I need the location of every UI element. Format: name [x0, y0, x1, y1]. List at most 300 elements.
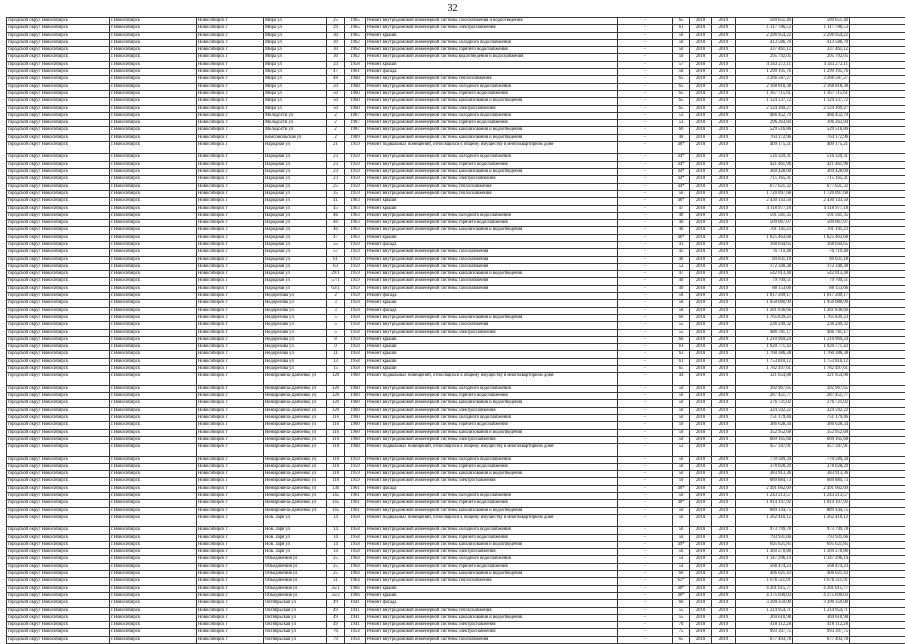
year-start-cell: 2018 — [690, 293, 712, 300]
table-row — [7, 271, 905, 278]
work-type-cell: Ремонт крыши — [366, 358, 618, 365]
table-row — [7, 514, 905, 526]
house-number-cell: 76 — [327, 629, 345, 636]
settlement-cell: г.Новосибирск — [110, 227, 197, 234]
cost-fund-cell: 591 561,35 — [793, 212, 850, 219]
house-number-cell: 35/1 — [327, 585, 345, 592]
table-row — [7, 105, 905, 112]
street-cell: Октябрьская ул — [264, 636, 327, 643]
locality-cell: Новосибирск г — [197, 351, 264, 358]
wear-percent-cell: 55 — [673, 607, 690, 614]
year-start-cell: 2018 — [690, 220, 712, 227]
municipality-cell: городской округ Новосибирск — [7, 249, 110, 256]
empty-cell — [850, 112, 905, 119]
cost-total-cell: 324 592,22 — [736, 407, 793, 414]
cost-total-cell: 4 375 690,03 — [736, 592, 793, 599]
street-cell: Недорезова ул — [264, 307, 327, 314]
dash-cell: - — [618, 183, 673, 190]
table-row — [7, 592, 905, 599]
house-number-cell: 120 — [327, 407, 345, 414]
settlement-cell: г.Новосибирск — [110, 176, 197, 183]
street-cell: Мира ул — [264, 25, 327, 32]
house-number-cell: 145 — [327, 492, 345, 499]
table-row — [7, 212, 905, 219]
settlement-cell: г.Новосибирск — [110, 578, 197, 585]
empty-cell — [850, 205, 905, 212]
house-number-cell: 30 — [327, 54, 345, 61]
wear-percent-cell: 50 — [673, 39, 690, 46]
table-row — [7, 69, 905, 76]
cost-total-cell: 764 172,96 — [736, 134, 793, 141]
year-start-cell: 2018 — [690, 385, 712, 392]
year-end-cell: 2019 — [712, 358, 736, 365]
house-number-cell: 2 — [327, 112, 345, 119]
dash-cell: - — [618, 344, 673, 351]
work-type-cell: Ремонт внутридомовой инженерной системы канализования и водоотведения — [366, 507, 618, 514]
cost-total-cell: 466 452,79 — [736, 112, 793, 119]
house-number-cell: 23 — [327, 161, 345, 168]
year-end-cell: 2019 — [712, 456, 736, 463]
cost-total-cell: 418 112,28 — [736, 622, 793, 629]
wear-percent-cell: 50 — [673, 478, 690, 485]
house-number-cell: 25 — [327, 18, 345, 25]
build-year-cell: 1941 — [345, 600, 366, 607]
work-type-cell: Ремонт внутридомовой инженерной системы электроснабжения — [366, 25, 618, 32]
municipality-cell: городской округ Новосибирск — [7, 585, 110, 592]
table-row — [7, 120, 905, 127]
work-type-cell: Ремонт крыши — [366, 351, 618, 358]
work-type-cell: Ремонт фасада — [366, 69, 618, 76]
table-row — [7, 76, 905, 83]
build-year-cell: 1958 — [345, 322, 366, 329]
cost-total-cell: 1 920 771,43 — [736, 344, 793, 351]
house-number-cell: 25 — [327, 563, 345, 570]
municipality-cell: городской округ Новосибирск — [7, 83, 110, 90]
cost-total-cell: 486 781,17 — [736, 329, 793, 336]
street-cell: Народная ул — [264, 161, 327, 168]
work-type-cell: Ремонт внутридомовой инженерной системы холодного водоснабжения — [366, 527, 618, 534]
street-cell: Немировича-Данченко ул — [264, 429, 327, 436]
municipality-cell: городской округ Новосибирск — [7, 366, 110, 373]
year-start-cell: 2018 — [690, 400, 712, 407]
cost-fund-cell: 79 709,51 — [793, 278, 850, 285]
year-end-cell: 2019 — [712, 242, 736, 249]
wear-percent-cell: 46* — [673, 198, 690, 205]
cost-total-cell: 1 753 810,12 — [736, 358, 793, 365]
house-number-cell: 8 — [327, 336, 345, 343]
cost-fund-cell: 1 765 839,23 — [793, 314, 850, 321]
work-type-cell: Ремонт внутридомовой инженерной системы электроснабжения — [366, 436, 618, 443]
settlement-cell: г.Новосибирск — [110, 592, 197, 599]
year-end-cell: 2019 — [712, 463, 736, 470]
locality-cell: Новосибирск г — [197, 385, 264, 392]
street-cell: Народная ул — [264, 220, 327, 227]
locality-cell: Новосибирск г — [197, 422, 264, 429]
year-start-cell: 2018 — [690, 463, 712, 470]
dash-cell: - — [618, 39, 673, 46]
dash-cell: - — [618, 98, 673, 105]
street-cell: Народная ул — [264, 176, 327, 183]
locality-cell: Новосибирск г — [197, 563, 264, 570]
settlement-cell: г.Новосибирск — [110, 366, 197, 373]
table-row — [7, 300, 905, 307]
empty-cell — [850, 271, 905, 278]
cost-fund-cell: 4 375 690,03 — [793, 592, 850, 599]
wear-percent-cell: 50 — [673, 32, 690, 39]
house-number-cell: 118 — [327, 444, 345, 456]
empty-cell — [850, 563, 905, 570]
year-end-cell: 2019 — [712, 307, 736, 314]
year-end-cell: 2019 — [712, 614, 736, 621]
build-year-cell: 1960 — [345, 90, 366, 97]
house-number-cell: 35/2 — [327, 592, 345, 599]
street-cell: Мира ул — [264, 90, 327, 97]
settlement-cell: г.Новосибирск — [110, 54, 197, 61]
empty-cell — [850, 456, 905, 463]
wear-percent-cell: 61 — [673, 344, 690, 351]
house-number-cell: 63 — [327, 263, 345, 270]
dash-cell: - — [618, 478, 673, 485]
wear-percent-cell: 65 — [673, 105, 690, 112]
table-row — [7, 183, 905, 190]
year-start-cell: 2018 — [690, 83, 712, 90]
dash-cell: - — [618, 300, 673, 307]
work-type-cell: Ремонт внутридомовой инженерной системы газоснабжения — [366, 285, 618, 292]
street-cell: Октябрьская ул — [264, 629, 327, 636]
municipality-cell: городской округ Новосибирск — [7, 444, 110, 456]
settlement-cell: г.Новосибирск — [110, 134, 197, 141]
build-year-cell: 1954 — [345, 636, 366, 643]
year-start-cell: 2018 — [690, 471, 712, 478]
locality-cell: Новосибирск г — [197, 220, 264, 227]
municipality-cell: городской округ Новосибирск — [7, 614, 110, 621]
empty-cell — [850, 61, 905, 68]
build-year-cell: 1958 — [345, 366, 366, 373]
wear-percent-cell: 61 — [673, 25, 690, 32]
street-cell: Мира ул — [264, 69, 327, 76]
table-row — [7, 385, 905, 392]
build-year-cell: 1960 — [345, 400, 366, 407]
table-row — [7, 507, 905, 514]
house-number-cell: 47 — [327, 234, 345, 241]
build-year-cell: 1960 — [345, 429, 366, 436]
municipality-cell: городской округ Новосибирск — [7, 169, 110, 176]
municipality-cell: городской округ Новосибирск — [7, 322, 110, 329]
locality-cell: Новосибирск г — [197, 205, 264, 212]
cost-total-cell: 421 461,96 — [736, 161, 793, 168]
wear-percent-cell: 40* — [673, 142, 690, 154]
year-end-cell: 2019 — [712, 636, 736, 643]
cost-total-cell: 1 210 969,24 — [736, 336, 793, 343]
work-type-cell: Ремонт внутридомовой инженерной системы канализования и водоотведения — [366, 314, 618, 321]
cost-total-cell: 1 243 213,57 — [736, 492, 793, 499]
empty-cell — [850, 478, 905, 485]
house-number-cell: 116 — [327, 422, 345, 429]
table-row — [7, 98, 905, 105]
table-row — [7, 227, 905, 234]
build-year-cell: 1960 — [345, 98, 366, 105]
municipality-cell: городской округ Новосибирск — [7, 629, 110, 636]
wear-percent-cell: 40* — [673, 500, 690, 507]
municipality-cell: городской округ Новосибирск — [7, 429, 110, 436]
locality-cell: Новосибирск г — [197, 169, 264, 176]
empty-cell — [850, 322, 905, 329]
settlement-cell: г.Новосибирск — [110, 169, 197, 176]
municipality-cell: городской округ Новосибирск — [7, 227, 110, 234]
table-row — [7, 278, 905, 285]
cost-total-cell: 701 141,23 — [736, 227, 793, 234]
dash-cell: - — [618, 373, 673, 385]
municipality-cell: городской округ Новосибирск — [7, 176, 110, 183]
year-end-cell: 2019 — [712, 212, 736, 219]
year-start-cell: 2018 — [690, 212, 712, 219]
cost-total-cell: 4 118 977,18 — [736, 205, 793, 212]
cost-total-cell: 383 913,36 — [736, 471, 793, 478]
wear-percent-cell: 52 — [673, 444, 690, 456]
empty-cell — [850, 314, 905, 321]
municipality-cell: городской округ Новосибирск — [7, 636, 110, 643]
street-cell: Недорезова ул — [264, 358, 327, 365]
empty-cell — [850, 463, 905, 470]
work-type-cell: Ремонт внутридомовой инженерной системы электроснабжения — [366, 407, 618, 414]
build-year-cell: 1959 — [345, 161, 366, 168]
cost-fund-cell: 1 210 969,24 — [793, 336, 850, 343]
year-start-cell: 2018 — [690, 322, 712, 329]
year-end-cell: 2019 — [712, 285, 736, 292]
settlement-cell: г.Новосибирск — [110, 25, 197, 32]
work-type-cell: Ремонт внутридомовой инженерной системы холодного водоснабжения — [366, 456, 618, 463]
empty-cell — [850, 527, 905, 534]
locality-cell: Новосибирск г — [197, 358, 264, 365]
cost-total-cell: 669 165,68 — [736, 436, 793, 443]
year-end-cell: 2019 — [712, 98, 736, 105]
house-number-cell: 14 — [327, 534, 345, 541]
table-row — [7, 422, 905, 429]
street-cell: Народная ул — [264, 249, 327, 256]
settlement-cell: г.Новосибирск — [110, 636, 197, 643]
house-number-cell: 57 — [327, 249, 345, 256]
work-type-cell: Ремонт внутридомовой инженерной системы канализования и водоотведения — [366, 127, 618, 134]
work-type-cell: Ремонт внутридомовой инженерной системы холодного водоснабжения — [366, 83, 618, 90]
empty-cell — [850, 344, 905, 351]
build-year-cell: 1959 — [345, 278, 366, 285]
cost-fund-cell: 352 952,68 — [793, 429, 850, 436]
dash-cell: - — [618, 227, 673, 234]
table-row — [7, 154, 905, 161]
year-end-cell: 2019 — [712, 514, 736, 526]
empty-cell — [850, 556, 905, 563]
wear-percent-cell: 65 — [673, 98, 690, 105]
table-row — [7, 190, 905, 197]
empty-cell — [850, 429, 905, 436]
house-number-cell: 50 — [327, 98, 345, 105]
cost-fund-cell: 486 781,17 — [793, 329, 850, 336]
cost-total-cell: 369 428,60 — [736, 169, 793, 176]
wear-percent-cell: 50 — [673, 393, 690, 400]
table-row — [7, 556, 905, 563]
cost-total-cell: 89 031,18 — [736, 256, 793, 263]
build-year-cell: 1964 — [345, 563, 366, 570]
house-number-cell: 50 — [327, 90, 345, 97]
empty-cell — [850, 329, 905, 336]
cost-fund-cell: 396 263,84 — [793, 120, 850, 127]
locality-cell: Новосибирск г — [197, 39, 264, 46]
locality-cell: Новосибирск г — [197, 400, 264, 407]
cost-total-cell: 457 347,91 — [736, 444, 793, 456]
build-year-cell: 1958 — [345, 344, 366, 351]
empty-cell — [850, 161, 905, 168]
street-cell: Немировича-Данченко ул — [264, 507, 327, 514]
settlement-cell: г.Новосибирск — [110, 514, 197, 526]
wear-percent-cell: 56 — [673, 549, 690, 556]
work-type-cell: Ремонт внутридомовой инженерной системы теплоснабжения — [366, 607, 618, 614]
wear-percent-cell: 65 — [673, 90, 690, 97]
dash-cell: - — [618, 622, 673, 629]
year-start-cell: 2018 — [690, 500, 712, 507]
build-year-cell: 1959 — [345, 249, 366, 256]
house-number-cell: 30 — [327, 47, 345, 54]
build-year-cell: 1961 — [345, 507, 366, 514]
locality-cell: Новосибирск г — [197, 571, 264, 578]
wear-percent-cell: 56 — [673, 534, 690, 541]
cost-total-cell: 321 654,88 — [736, 373, 793, 385]
year-end-cell: 2019 — [712, 585, 736, 592]
municipality-cell: городской округ Новосибирск — [7, 212, 110, 219]
cost-fund-cell: 542 013,48 — [793, 271, 850, 278]
dash-cell: - — [618, 514, 673, 526]
year-start-cell: 2018 — [690, 414, 712, 421]
house-number-cell: 15 — [327, 366, 345, 373]
wear-percent-cell: 50 — [673, 54, 690, 61]
table-row — [7, 563, 905, 570]
wear-percent-cell: 65* — [673, 578, 690, 585]
municipality-cell: городской округ Новосибирск — [7, 622, 110, 629]
house-number-cell: 30 — [327, 32, 345, 39]
build-year-cell: 1989 — [345, 134, 366, 141]
wear-percent-cell: 65 — [673, 636, 690, 643]
street-cell: Объединения ул — [264, 571, 327, 578]
dash-cell: - — [618, 541, 673, 548]
work-type-cell: Ремонт внутридомовой инженерной системы электроснабжения — [366, 622, 618, 629]
wear-percent-cell: 60 — [673, 571, 690, 578]
build-year-cell: 1959 — [345, 285, 366, 292]
cost-fund-cell: 589 651,40 — [793, 18, 850, 25]
municipality-cell: городской округ Новосибирск — [7, 422, 110, 429]
settlement-cell: г.Новосибирск — [110, 385, 197, 392]
settlement-cell: г.Новосибирск — [110, 285, 197, 292]
empty-cell — [850, 285, 905, 292]
empty-cell — [850, 134, 905, 141]
work-type-cell: Ремонт внутридомовой инженерной системы горячего водоснабжения — [366, 500, 618, 507]
municipality-cell: городской округ Новосибирск — [7, 578, 110, 585]
cost-total-cell: 1 262 410,12 — [736, 514, 793, 526]
build-year-cell: 1959 — [345, 190, 366, 197]
build-year-cell: 1960 — [345, 444, 366, 456]
build-year-cell: 1958 — [345, 549, 366, 556]
cost-fund-cell: 2 430 143,50 — [793, 198, 850, 205]
locality-cell: Новосибирск г — [197, 98, 264, 105]
year-end-cell: 2019 — [712, 429, 736, 436]
work-type-cell: Ремонт крыши — [366, 32, 618, 39]
cost-fund-cell: 3 266 587,27 — [793, 76, 850, 83]
empty-cell — [850, 25, 905, 32]
street-cell: Недорезова ул — [264, 366, 327, 373]
year-start-cell: 2018 — [690, 90, 712, 97]
house-number-cell: 13 — [327, 358, 345, 365]
street-cell: Немировича-Данченко ул — [264, 500, 327, 507]
street-cell: Молодости ул — [264, 127, 327, 134]
settlement-cell: г.Новосибирск — [110, 263, 197, 270]
year-end-cell: 2019 — [712, 500, 736, 507]
street-cell: Мира ул — [264, 32, 327, 39]
dash-cell: - — [618, 278, 673, 285]
year-end-cell: 2019 — [712, 592, 736, 599]
cost-fund-cell: 386 628,34 — [793, 422, 850, 429]
work-type-cell: Ремонт внутридомовой инженерной системы горячего водоснабжения — [366, 422, 618, 429]
house-number-cell: 35 — [327, 190, 345, 197]
wear-percent-cell: 65 — [673, 76, 690, 83]
street-cell: Народная ул — [264, 198, 327, 205]
empty-cell — [850, 592, 905, 599]
work-type-cell: Ремонт внутридомовой инженерной системы горячего водоснабжения — [366, 220, 618, 227]
locality-cell: Новосибирск г — [197, 83, 264, 90]
settlement-cell: г.Новосибирск — [110, 585, 197, 592]
settlement-cell: г.Новосибирск — [110, 336, 197, 343]
year-end-cell: 2019 — [712, 205, 736, 212]
build-year-cell: 1958 — [345, 307, 366, 314]
empty-cell — [850, 54, 905, 61]
locality-cell: Новосибирск г — [197, 154, 264, 161]
empty-cell — [850, 600, 905, 607]
dash-cell: - — [618, 249, 673, 256]
year-start-cell: 2018 — [690, 256, 712, 263]
build-year-cell: 1958 — [345, 314, 366, 321]
locality-cell: Новосибирск г — [197, 429, 264, 436]
locality-cell: Новосибирск г — [197, 142, 264, 154]
year-start-cell: 2018 — [690, 636, 712, 643]
work-type-cell: Ремонт внутридомовой инженерной системы электроснабжения — [366, 478, 618, 485]
year-start-cell: 2018 — [690, 358, 712, 365]
settlement-cell: г.Новосибирск — [110, 161, 197, 168]
locality-cell: Новосибирск г — [197, 32, 264, 39]
settlement-cell: г.Новосибирск — [110, 507, 197, 514]
build-year-cell: 1959 — [345, 478, 366, 485]
dash-cell: - — [618, 329, 673, 336]
settlement-cell: г.Новосибирск — [110, 322, 197, 329]
table-row — [7, 83, 905, 90]
cost-total-cell: 1 782 497,61 — [736, 366, 793, 373]
wear-percent-cell: 50 — [673, 456, 690, 463]
dash-cell: - — [618, 563, 673, 570]
wear-percent-cell: 75 — [673, 629, 690, 636]
table-row — [7, 622, 905, 629]
table-row — [7, 39, 905, 46]
year-start-cell: 2018 — [690, 76, 712, 83]
build-year-cell: 1962 — [345, 39, 366, 46]
settlement-cell: г.Новосибирск — [110, 242, 197, 249]
dash-cell: - — [618, 134, 673, 141]
wear-percent-cell: 50 — [673, 400, 690, 407]
cost-total-cell: 396 263,84 — [736, 120, 793, 127]
settlement-cell: г.Новосибирск — [110, 256, 197, 263]
dash-cell: - — [618, 571, 673, 578]
dash-cell: - — [618, 351, 673, 358]
wear-percent-cell: 50 — [673, 471, 690, 478]
work-type-cell: Ремонт внутридомовой инженерной системы газоснабжения — [366, 256, 618, 263]
municipality-cell: городской округ Новосибирск — [7, 314, 110, 321]
cost-total-cell: 4 201 615,77 — [736, 585, 793, 592]
table-row — [7, 307, 905, 314]
